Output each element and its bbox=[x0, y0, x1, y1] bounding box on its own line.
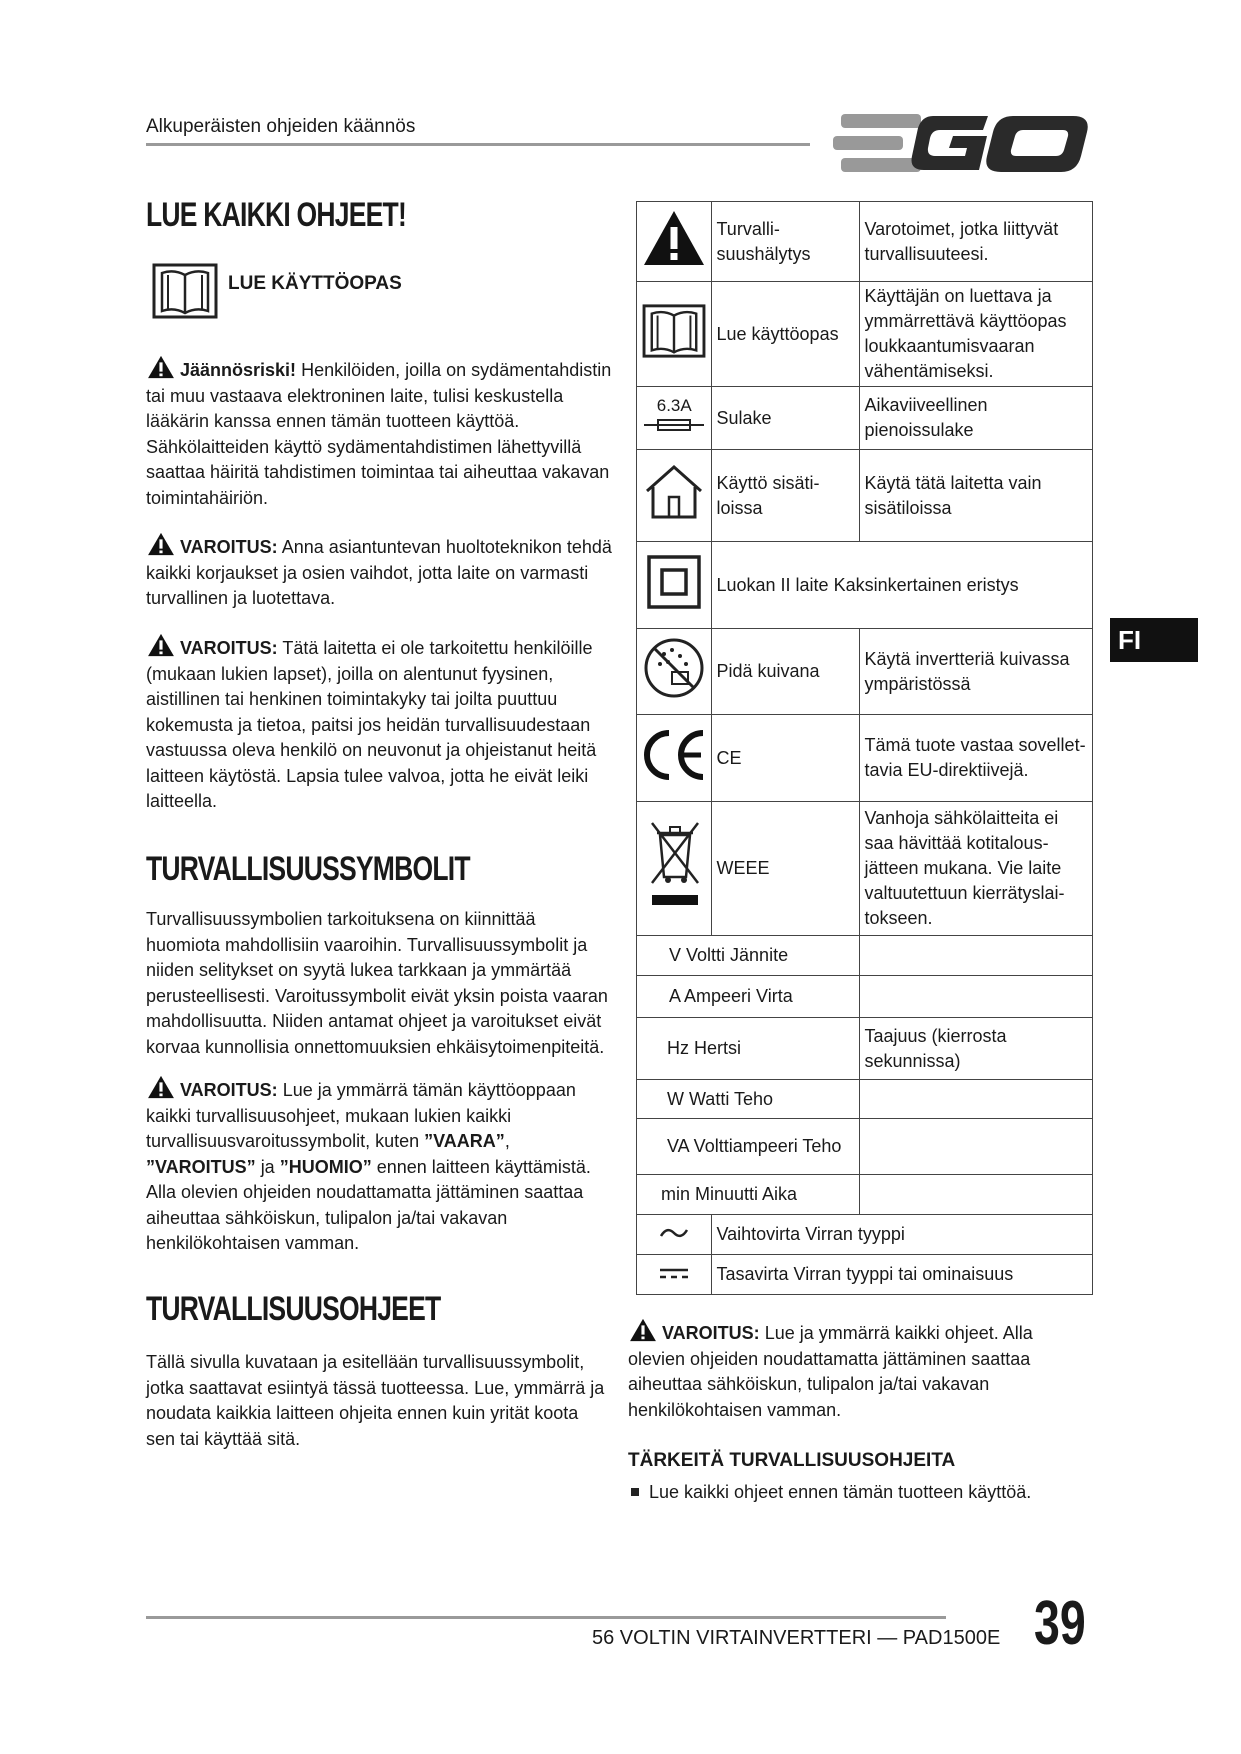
unit-label: A Ampeeri Virta bbox=[637, 976, 860, 1018]
header-subtitle: Alkuperäisten ohjeiden käännös bbox=[146, 116, 416, 137]
caution-word: ”HUOMIO” bbox=[279, 1156, 372, 1177]
table-row bbox=[637, 1018, 1093, 1080]
symbol-name: Luokan II laite Kaksinkertainen eristys bbox=[712, 542, 1093, 629]
warning-triangle-icon bbox=[146, 355, 176, 379]
warning-all-instructions-paragraph bbox=[628, 1318, 1092, 1423]
page-number: 39 bbox=[1034, 1589, 1086, 1658]
symbol-desc: Varotoimet, jotka liittyvät turvallisuuteesi. bbox=[860, 202, 1093, 282]
symbol-desc: Käytä invertteriä kuivassa ympäristössä bbox=[860, 629, 1093, 715]
warning-triangle-icon bbox=[628, 1318, 658, 1342]
warning-persons-paragraph bbox=[146, 633, 616, 815]
unit-desc: Taajuus (kierrosta sekunnissa) bbox=[860, 1018, 1093, 1080]
unit-label: W Watti Teho bbox=[637, 1080, 860, 1119]
unit-desc bbox=[860, 1119, 1093, 1175]
warning-read-manual-paragraph bbox=[146, 1075, 616, 1257]
table-row bbox=[637, 936, 1093, 976]
warning-triangle-icon bbox=[146, 1075, 176, 1099]
weee-bin-icon bbox=[644, 817, 704, 913]
warning-label: VAROITUS: bbox=[180, 537, 278, 557]
ce-mark-icon bbox=[639, 727, 709, 783]
symbol-desc: Käytä tätä laitetta vain sisätiloissa bbox=[860, 450, 1093, 542]
warning-label: VAROITUS: bbox=[662, 1323, 760, 1343]
warning-all-text: Lue ja ymmärrä kaikki ohjeet. Alla olevien ohjeiden noudattamatta jättäminen saattaa aiheuttaa sähköiskun, tulipalon ja/tai vakavan henkilökohtaisen vamman. bbox=[628, 1323, 1033, 1420]
table-row bbox=[637, 1215, 1093, 1255]
unit-desc bbox=[860, 936, 1093, 976]
symbol-name: Käyttö sisäti-loissa bbox=[712, 450, 860, 542]
unit-label: VA Volttiampeeri Teho bbox=[637, 1119, 860, 1175]
symbol-desc: Vanhoja sähkölaitteita ei saa hävittää kotitalous-jätteen mukana. Vie laite valtuutettuun kierrätyslai-tokseen. bbox=[860, 802, 1093, 936]
unit-desc bbox=[860, 976, 1093, 1018]
residual-risk-paragraph bbox=[146, 355, 616, 511]
fuse-icon bbox=[642, 417, 706, 433]
warning-triangle-icon bbox=[642, 209, 706, 267]
title-safety-instructions: TURVALLISUUSOHJEET bbox=[146, 1290, 441, 1328]
symbol-name: Lue käyttöopas bbox=[712, 282, 860, 387]
keep-dry-icon bbox=[642, 636, 706, 700]
table-row bbox=[637, 450, 1093, 542]
table-row bbox=[637, 715, 1093, 802]
symbol-name: Turvalli-suushälytys bbox=[712, 202, 860, 282]
important-safety-heading: TÄRKEITÄ TURVALLISUUSOHJEITA bbox=[628, 1450, 956, 1471]
warning-word: ”VAROITUS” bbox=[146, 1156, 256, 1177]
list-item bbox=[628, 1482, 1031, 1503]
language-tab: FI bbox=[1110, 618, 1198, 662]
fuse-rating: 6.3A bbox=[656, 395, 692, 415]
warning-service-paragraph bbox=[146, 532, 616, 612]
footer-product: 56 VOLTIN VIRTAINVERTTERI — PAD1500E bbox=[592, 1627, 1001, 1649]
comma: , bbox=[504, 1131, 510, 1151]
symbol-desc: Käyttäjän on luettava ja ymmärrettävä käyttöopas loukkaantumisvaaran vähentämiseksi. bbox=[860, 282, 1093, 387]
and-word: ja bbox=[260, 1156, 275, 1177]
warning-triangle-icon bbox=[146, 532, 176, 556]
ac-wave-icon bbox=[659, 1226, 689, 1240]
current-type-label: Tasavirta Virran tyyppi tai ominaisuus bbox=[712, 1255, 1093, 1295]
symbol-name: Pidä kuivana bbox=[712, 629, 860, 715]
current-type-label: Vaihtovirta Virran tyyppi bbox=[712, 1215, 1093, 1255]
danger-word: ”VAARA” bbox=[424, 1131, 505, 1151]
symbols-intro-paragraph: Turvallisuussymbolien tarkoituksena on kiinnittää huomiota mahdollisiin vaaroihin. Turvallisuussymbolit ja niiden selitykset on syytä lukea tarkkaan ja ymmärtää perusteellisesti. Varoitussymbolit eivät yksin poista vaaran mahdollisuutta. Niiden antamat ohjeet ja varoitukset eivät korvaa kunnollisia onnettomuuksien ehkäisytoimenpiteitä. bbox=[146, 909, 608, 1057]
house-icon bbox=[643, 463, 705, 521]
table-row bbox=[637, 542, 1093, 629]
table-row bbox=[637, 1119, 1093, 1175]
table-row bbox=[637, 802, 1093, 936]
table-row bbox=[637, 1175, 1093, 1215]
symbol-desc: Aikaviiveellinen pienoissulake bbox=[860, 387, 1093, 450]
ego-logo bbox=[833, 112, 1093, 174]
symbol-desc: Tämä tuote vastaa sovellet-tavia EU-direktiivejä. bbox=[860, 715, 1093, 802]
warning-label: VAROITUS: bbox=[180, 638, 278, 658]
warning-label: VAROITUS: bbox=[180, 1080, 278, 1100]
unit-label: V Voltti Jännite bbox=[637, 936, 860, 976]
warning-triangle-icon bbox=[146, 633, 176, 657]
residual-risk-label: Jäännösriski! bbox=[180, 360, 297, 380]
symbol-name: CE bbox=[712, 715, 860, 802]
unit-desc bbox=[860, 1080, 1093, 1119]
table-row bbox=[637, 1080, 1093, 1119]
class-ii-icon bbox=[646, 554, 702, 610]
table-row bbox=[637, 976, 1093, 1018]
bullet-text: Lue kaikki ohjeet ennen tämän tuotteen käyttöä. bbox=[649, 1482, 1032, 1502]
table-row bbox=[637, 1255, 1093, 1295]
header-rule bbox=[146, 143, 810, 146]
footer-rule bbox=[146, 1616, 946, 1619]
dc-icon bbox=[658, 1266, 690, 1280]
table-row bbox=[637, 282, 1093, 387]
unit-label: Hz Hertsi bbox=[637, 1018, 860, 1080]
title-safety-symbols: TURVALLISUUSSYMBOLIT bbox=[146, 850, 470, 888]
warning-text-part: ennen laitteen käyttämistä. Alla olevien ohjeiden noudattamatta jättäminen saattaa aiheuttaa sähköiskun, tulipalon ja/tai vakavan henkilökohtaisen vamman. bbox=[146, 1156, 591, 1253]
table-row bbox=[637, 387, 1093, 450]
symbol-name: WEEE bbox=[712, 802, 860, 936]
bullet-icon bbox=[631, 1488, 639, 1496]
instructions-paragraph: Tällä sivulla kuvataan ja esitellään turvallisuussymbolit, jotka saattavat esiintyä tässä tuotteessa. Lue, ymmärrä ja noudata kaikkia laitteen ohjeita ennen kuin yrität koota sen tai käyttää sitä. bbox=[146, 1352, 605, 1449]
symbol-name: Sulake bbox=[712, 387, 860, 450]
residual-risk-text: Henkilöiden, joilla on sydämentahdistin tai muu vastaava elektroninen laite, tulisi keskustella lääkärin kanssa ennen tämän tuotteen käyttöä. Sähkölaitteiden käyttö sydämentahdistimen lähettyvillä saattaa häiritä tahdistimen toimintaa tai aiheuttaa vakavan toimintahäiriön. bbox=[146, 360, 612, 508]
unit-desc bbox=[860, 1175, 1093, 1215]
warning-text-part: Lue ja ymmärrä tämän käyttöoppaan kaikki turvallisuusohjeet, mukaan lukien kaikki turvallisuusvaroitussymbolit, kuten bbox=[146, 1080, 576, 1151]
warning-persons-text: Tätä laitetta ei ole tarkoitettu henkilöille (mukaan lukien lapset), joilla on alentunut fyysinen, aistillinen tai henkinen toimintakyky tai joilta puuttuu kokemusta ja tietoa, paitsi jos heidän turvallisuudestaan vastuussa oleva henkilö on neuvonut ja ohjeistanut heitä laitteen käytöstä. Lapsia tulee valvoa, jotta he eivät leiki laitteella. bbox=[146, 638, 597, 811]
table-row bbox=[637, 629, 1093, 715]
symbols-table bbox=[636, 201, 1093, 1295]
book-icon bbox=[152, 261, 218, 321]
table-row bbox=[637, 202, 1093, 282]
warning-service-text: Anna asiantuntevan huoltoteknikon tehdä kaikki korjaukset ja osien vaihdot, jotta laite on varmasti turvallinen ja luotettava. bbox=[146, 537, 612, 608]
unit-label: min Minuutti Aika bbox=[637, 1175, 860, 1215]
book-icon bbox=[642, 302, 706, 360]
title-read-all-instructions: LUE KAIKKI OHJEET! bbox=[146, 196, 407, 234]
read-manual-label: LUE KÄYTTÖOPAS bbox=[228, 273, 402, 294]
